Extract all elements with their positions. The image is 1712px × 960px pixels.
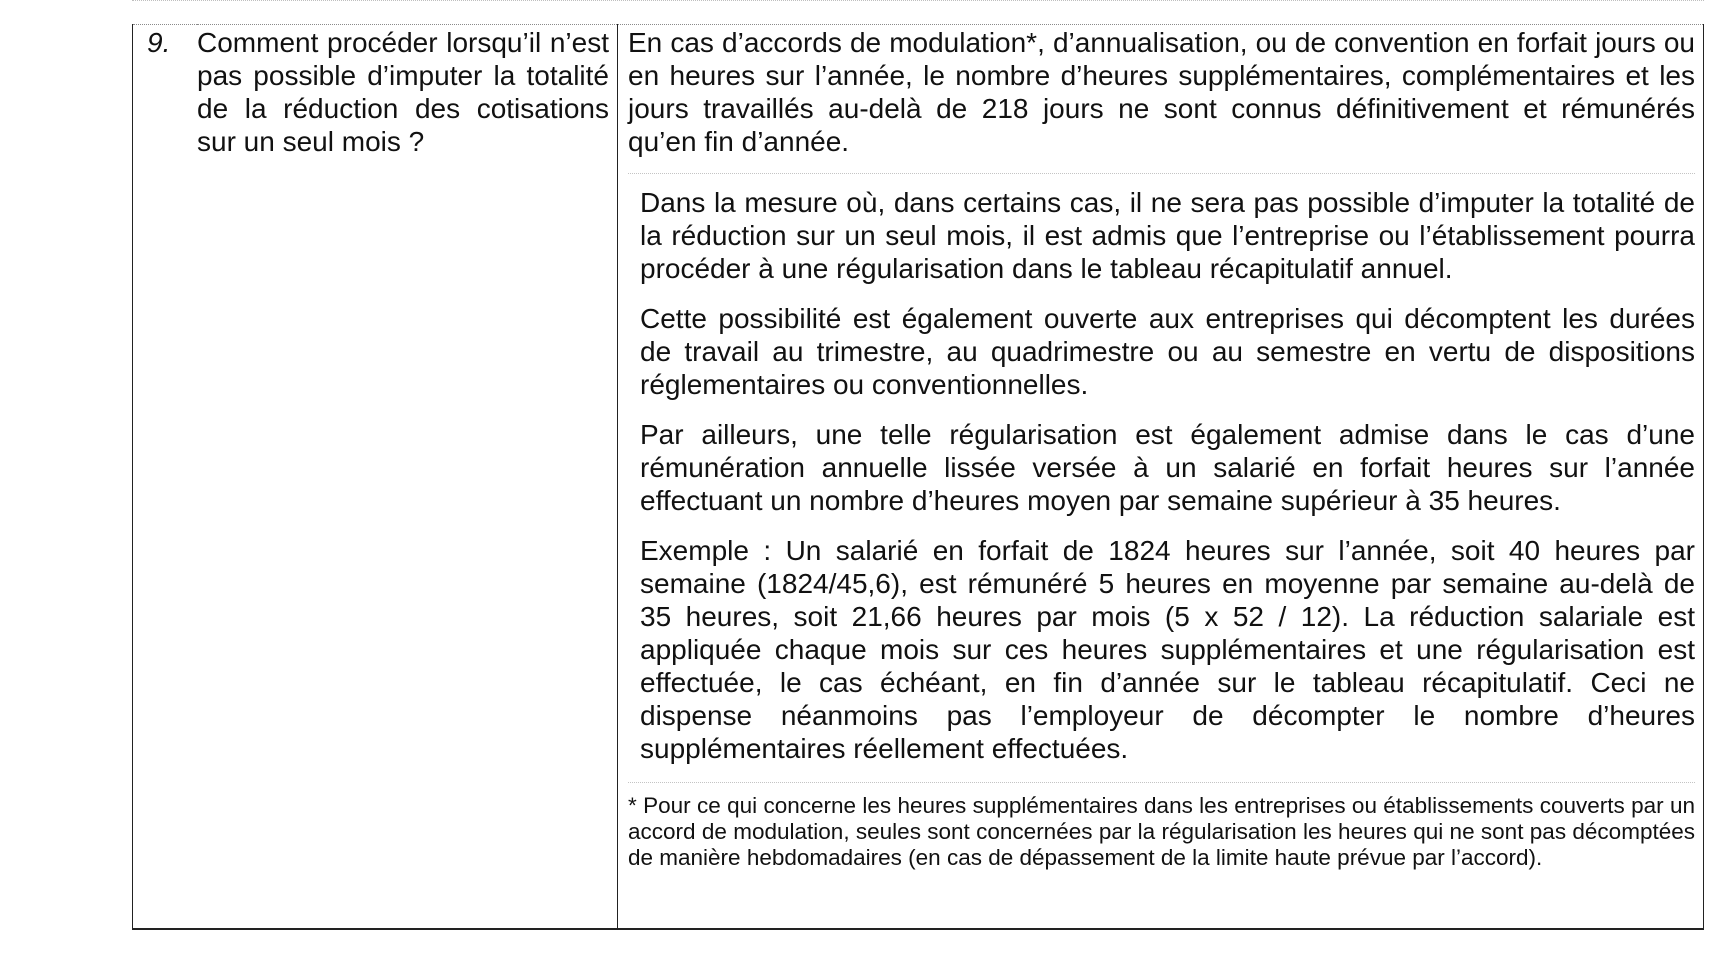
answer-paragraph-example: Exemple : Un salarié en forfait de 1824 heures sur l’année, soit 40 heures par semaine (1824/45,6), est rémunéré 5 heures en moyenne par semaine au-delà de 35 heures, soit 21,66 heures par mois (5 x 52 / 12). La réduction salariale est appliquée chaque mois sur ces heures supplémentaires et une régularisation est effectuée, le cas échéant, en fin d’année sur le tableau récapitulatif. Ceci ne dispense néanmoins pas l’employeur de décompter le nombre d’heures supplémentaires réellement effectuées. bbox=[640, 535, 1695, 764]
answer-paragraph-3: Cette possibilité est également ouverte aux entreprises qui décomptent les durées de travail au trimestre, au quadrimestre ou au semestre en vertu de dispositions réglementaires ou conventionnelles. bbox=[640, 303, 1695, 400]
question-text: Comment procéder lorsqu’il n’est pas possible d’imputer la totalité de la réduction des cotisations sur un seul mois ? bbox=[197, 27, 609, 157]
table-row bbox=[133, 25, 1704, 930]
footnote-text: * Pour ce qui concerne les heures supplémentaires dans les entreprises ou établissements couverts par un accord de modulation, seules sont concernées par la régularisation les heures qui ne sont pas décomptées de manière hebdomadaires (en cas de dépassement de la limite haute prévue par l’accord). bbox=[628, 793, 1695, 870]
faq-table bbox=[132, 24, 1704, 930]
answer-paragraph-1: En cas d’accords de modulation*, d’annualisation, ou de convention en forfait jours ou en heures sur l’année, le nombre d’heures supplémentaires, complémentaires et les jours travaillés au-delà de 218 jours ne sont connus définitivement et rémunérés qu’en fin d’année. bbox=[628, 27, 1695, 157]
question-cell bbox=[197, 25, 618, 930]
answer-paragraph-4: Par ailleurs, une telle régularisation est également admise dans le cas d’une rémunération annuelle lissée versée à un salarié en forfait heures sur l’année effectuant un nombre d’heures moyen par semaine supérieur à 35 heures. bbox=[640, 419, 1695, 516]
answer-body bbox=[618, 25, 1703, 871]
top-dotted-rule bbox=[132, 0, 1704, 5]
answer-cell bbox=[618, 25, 1704, 930]
paragraph-divider bbox=[628, 173, 1695, 174]
footnote-divider bbox=[628, 782, 1695, 783]
row-number: 9. bbox=[147, 27, 171, 58]
answer-paragraph-2: Dans la mesure où, dans certains cas, il ne sera pas possible d’imputer la totalité de la réduction sur un seul mois, il est admis que l’entreprise ou l’établissement pourra procéder à une régularisation dans le tableau récapitulatif annuel. bbox=[640, 187, 1695, 284]
row-number-cell bbox=[133, 25, 198, 930]
